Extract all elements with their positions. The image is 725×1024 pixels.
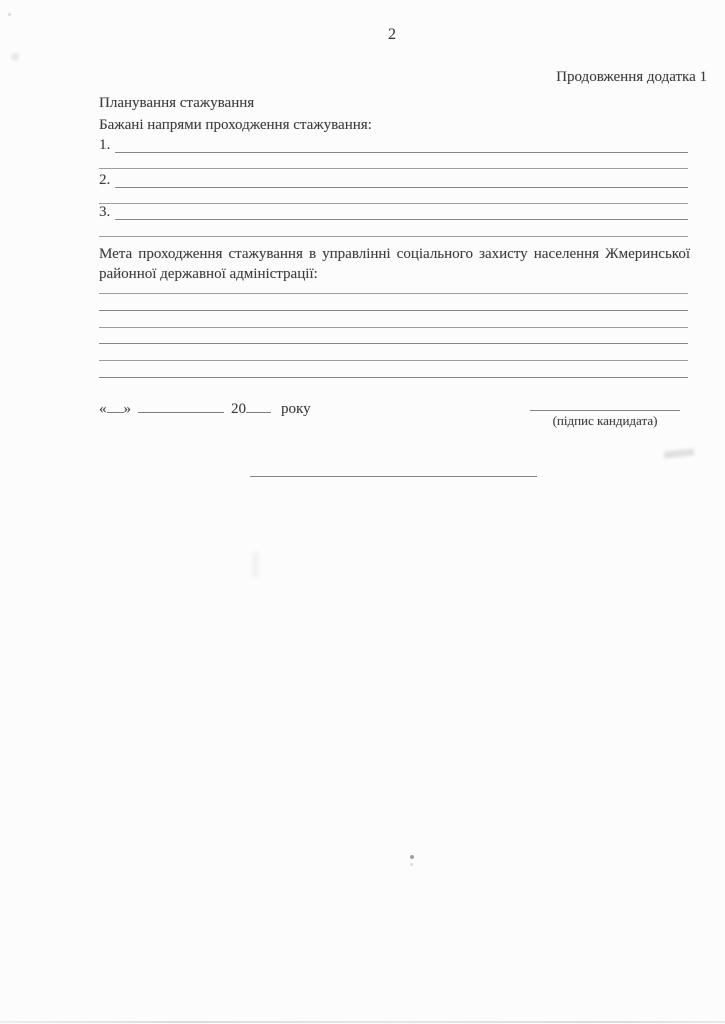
signature-blank-line [530, 410, 680, 411]
purpose-label-line-1: Мета проходження стажування в управлінні соціального захисту населення Жмеринської [99, 246, 690, 262]
day-close-quote: » [123, 401, 131, 417]
direction-3-blank-line [115, 219, 688, 220]
direction-2-continuation-line [99, 203, 688, 204]
scan-artifact-speck [11, 53, 19, 61]
purpose-blank-line-3 [99, 327, 688, 328]
purpose-blank-line-5 [99, 360, 688, 361]
purpose-blank-line-2 [99, 310, 688, 311]
date-line [99, 399, 311, 417]
month-blank-line [138, 399, 224, 413]
direction-1-blank-line [115, 152, 688, 153]
direction-item-number-1: 1. [99, 137, 111, 153]
purpose-blank-line-6 [99, 377, 688, 378]
scan-edge-shadow [0, 1021, 725, 1023]
signature-caption: (підпис кандидата) [552, 413, 658, 428]
purpose-blank-line-1 [99, 293, 688, 294]
direction-3-continuation-line [99, 236, 688, 237]
purpose-label-line-2: районної державної адміністрації: [99, 266, 318, 282]
directions-label: Бажані напрями проходження стажування: [99, 117, 372, 133]
scan-artifact-dot [410, 863, 413, 866]
appendix-note: Продовження додатка 1 [556, 69, 707, 85]
direction-1-continuation-line [99, 168, 688, 169]
direction-2-blank-line [115, 187, 688, 188]
year-word: року [281, 401, 311, 417]
year-blank-line [246, 399, 271, 413]
separator-line [250, 476, 537, 477]
scan-artifact-dot [410, 855, 414, 859]
scan-artifact-smudge [664, 448, 695, 458]
direction-item-number-3: 3. [99, 204, 111, 220]
scan-artifact-smudge [253, 552, 258, 578]
section-title: Планування стажування [99, 95, 255, 111]
page-number: 2 [388, 26, 396, 43]
day-blank-line [107, 399, 124, 413]
day-open-quote: « [99, 401, 107, 417]
purpose-blank-line-4 [99, 343, 688, 344]
year-prefix: 20 [231, 401, 246, 417]
purpose-label [99, 244, 690, 284]
scan-artifact-speck [8, 13, 11, 16]
direction-item-number-2: 2. [99, 172, 111, 188]
